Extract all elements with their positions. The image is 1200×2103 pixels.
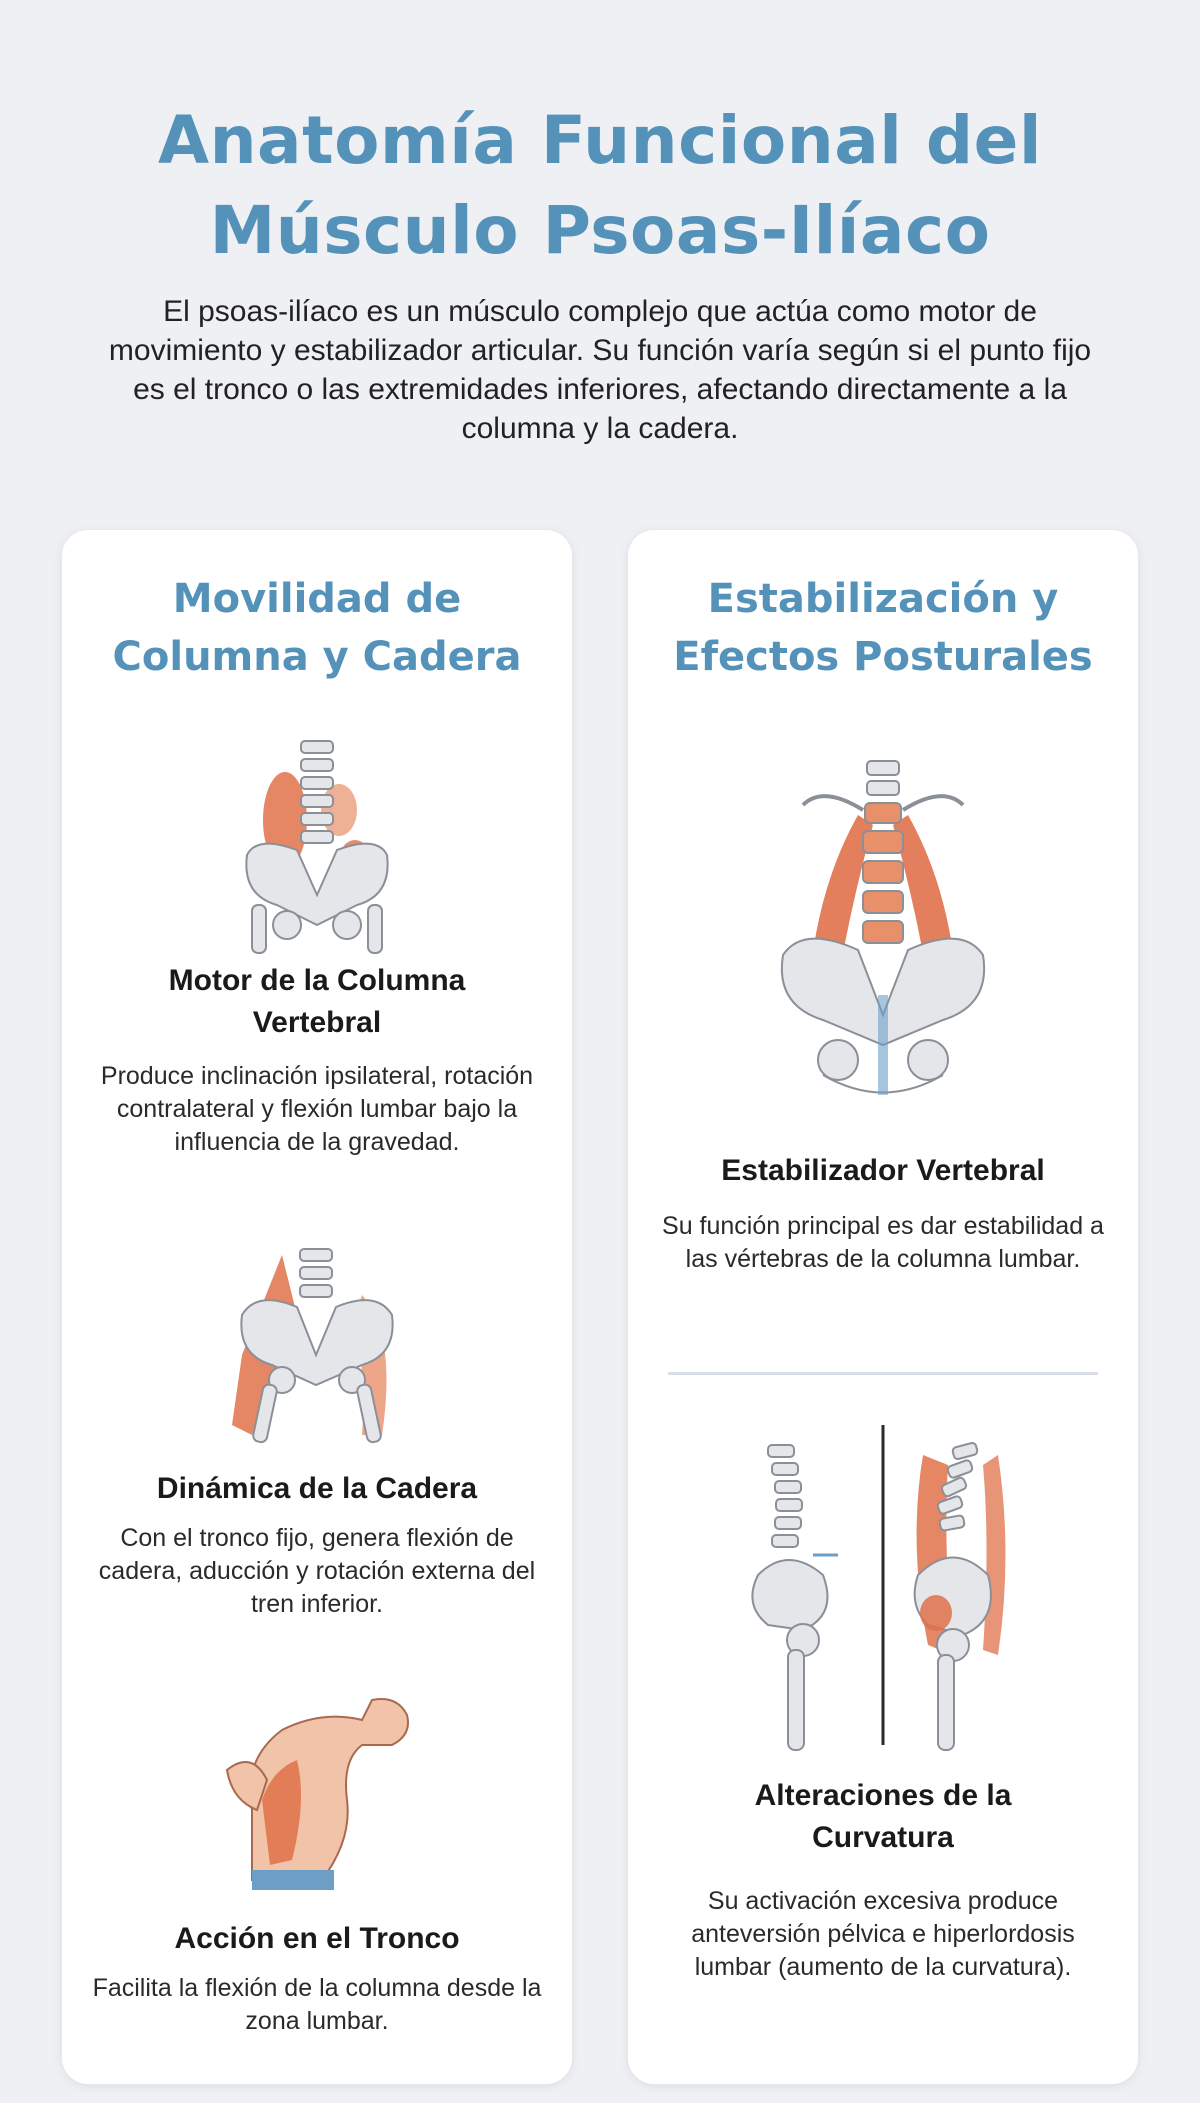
mobility-card-title-line1: Movilidad de <box>172 576 462 622</box>
hip-joint-icon <box>212 1245 422 1445</box>
page-title-line1: Anatomía Funcional del <box>157 102 1043 179</box>
spine-motor-title <box>82 960 552 1044</box>
intro-text: El psoas-ilíaco es un músculo complejo que actúa como motor de movimiento y estabilizador articular. Su función varía según si el punto fijo es el tronco o las extremidades inferiores, afectando directamente a la columna y la cadera. <box>108 295 1092 445</box>
spine-motor-description: Produce inclinación ipsilateral, rotación contralateral y flexión lumbar bajo la influencia de la gravedad. <box>100 1062 534 1156</box>
spine-motor-title-line2: Vertebral <box>252 1006 382 1039</box>
curvature-alterations-title-line1: Alteraciones de la <box>754 1779 1012 1812</box>
vertebral-stabilizer-description: Su función principal es dar estabilidad a las vértebras de la columna lumbar. <box>662 1212 1104 1273</box>
stabilization-card-title <box>628 570 1138 686</box>
hip-dynamics-title: Dinámica de la Cadera <box>156 1472 478 1505</box>
trunk-action-description: Facilita la flexión de la columna desde la zona lumbar. <box>92 1974 542 2035</box>
curvature-alterations-description: Su activación excesiva produce anteversión pélvica e hiperlordosis lumbar (aumento de la curvatura). <box>691 1887 1075 1981</box>
posture-comparison-icon <box>728 1425 1038 1755</box>
curvature-alterations-title <box>648 1775 1118 1859</box>
trunk-action-title: Acción en el Tronco <box>174 1922 460 1955</box>
page-title-line2: Músculo Psoas-Ilíaco <box>209 192 991 269</box>
stabilization-card <box>628 530 1138 2084</box>
mobility-card <box>62 530 572 2084</box>
hip-dynamics-description: Con el tronco fijo, genera flexión de cadera, aducción y rotación externa del tren inferior. <box>98 1524 536 1618</box>
stabilization-card-title-line1: Estabilización y <box>707 576 1059 622</box>
spine-motor-title-line1: Motor de la Columna <box>168 964 466 997</box>
spine-pelvis-icon <box>227 735 407 955</box>
lumbar-psoas-icon <box>763 755 1003 1105</box>
stabilization-card-title-line2: Efectos Posturales <box>673 634 1093 680</box>
trunk-flexion-icon <box>212 1690 422 1890</box>
mobility-card-title <box>62 570 572 686</box>
curvature-alterations-title-line2: Curvatura <box>812 1821 954 1854</box>
mobility-card-title-line2: Columna y Cadera <box>112 634 522 680</box>
vertebral-stabilizer-title: Estabilizador Vertebral <box>721 1154 1045 1187</box>
section-divider <box>668 1372 1098 1375</box>
page-title <box>0 96 1200 276</box>
